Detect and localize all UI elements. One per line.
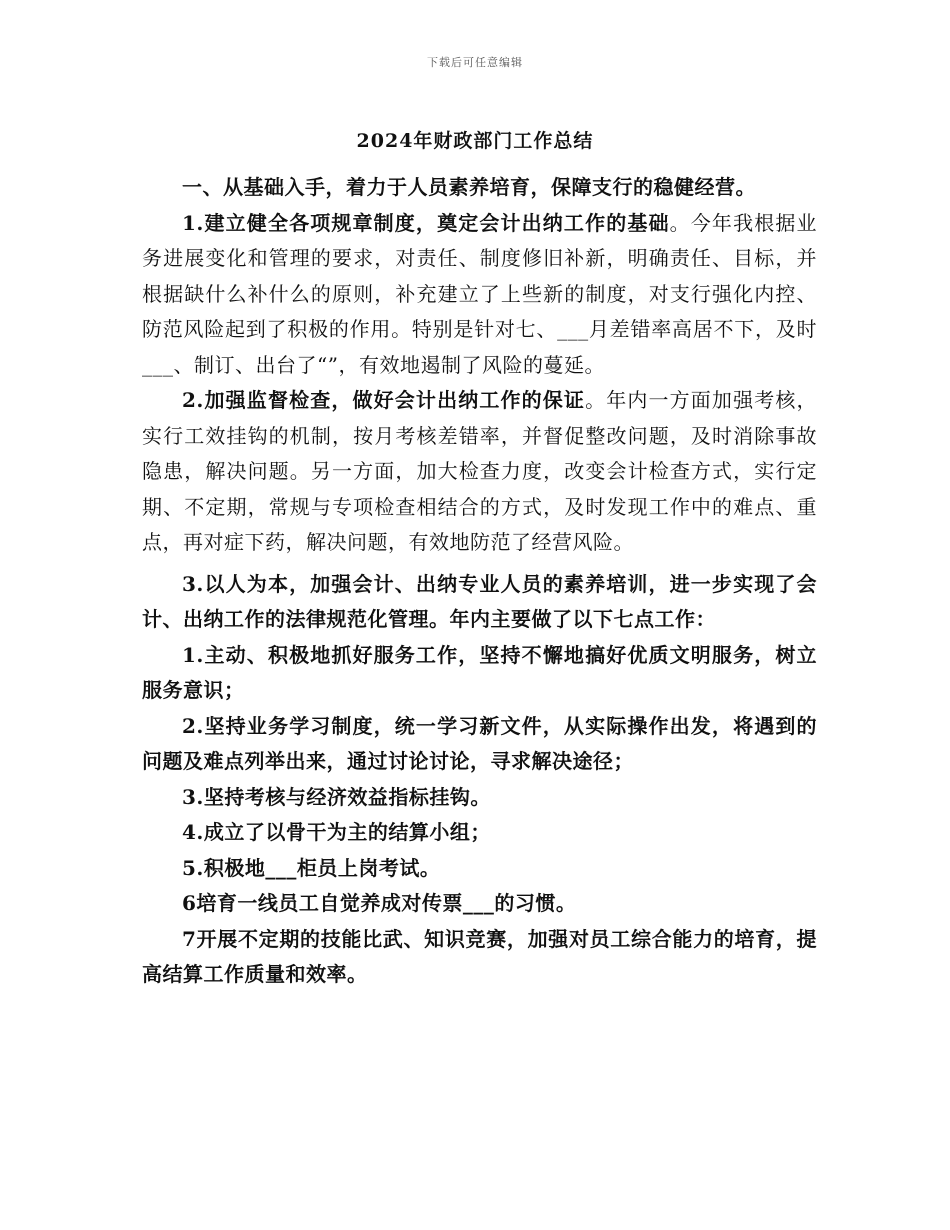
section-heading: 一、从基础入手，着力于人员素养培育，保障支行的稳健经营。 bbox=[182, 175, 756, 199]
paragraph-2 bbox=[142, 383, 817, 561]
list-item-5: 5.积极地___柜员上岗考试。 bbox=[182, 855, 441, 880]
list-item-4: 4.成立了以骨干为主的结算小组； bbox=[182, 820, 491, 844]
document-title: 2024年财政部门工作总结 bbox=[356, 130, 594, 152]
document-body bbox=[142, 170, 817, 993]
paragraph-1-text: 。今年我根据业务进展变化和管理的要求，对责任、制度修旧补新，明确责任、目标，并根据缺什么补什么的原则，补充建立了上些新的制度，对支行强化内控、防范风险起到了积极的作用。特别是针对七、___月差错率高居不下，及时___、制订、出台了“”，有效地遏制了风险的蔓延。 bbox=[142, 210, 817, 377]
paragraph-1-lead: 1.建立健全各项规章制度，奠定会计出纳工作的基础 bbox=[182, 210, 670, 235]
paragraph-2-text: 。年内一方面加强考核，实行工效挂钩的机制，按月考核差错率，并督促整改问题，及时消除事故隐患，解决问题。另一方面，加大检查力度，改变会计检查方式，实行定期、不定期，常规与专项检查相结合的方式，及时发现工作中的难点、重点，再对症下药，解决问题，有效地防范了经营风险。 bbox=[142, 388, 817, 554]
list-item-1: 1.主动、积极地抓好服务工作，坚持不懈地搞好优质文明服务，树立服务意识； bbox=[142, 642, 817, 702]
list-item-2: 2.坚持业务学习制度，统一学习新文件，从实际操作出发，将遇到的问题及难点列举出来，通过讨论讨论，寻求解决途径； bbox=[142, 713, 817, 773]
paragraph-1 bbox=[142, 206, 817, 384]
list-item-6: 6培育一线员工自觉养成对传票___的习惯。 bbox=[182, 891, 577, 915]
list-item-7: 7开展不定期的技能比武、知识竞赛，加强对员工综合能力的培育，提高结算工作质量和效率。 bbox=[142, 926, 817, 986]
paragraph-3: 3.以人为本，加强会计、出纳专业人员的素养培训，进一步实现了会计、出纳工作的法律规范化管理。年内主要做了以下七点工作： bbox=[142, 571, 817, 631]
page-header: 下载后可任意编辑 bbox=[427, 56, 523, 69]
list-item-3: 3.坚持考核与经济效益指标挂钩。 bbox=[182, 784, 491, 809]
paragraph-2-lead: 2.加强监督检查，做好会计出纳工作的保证 bbox=[182, 388, 586, 412]
